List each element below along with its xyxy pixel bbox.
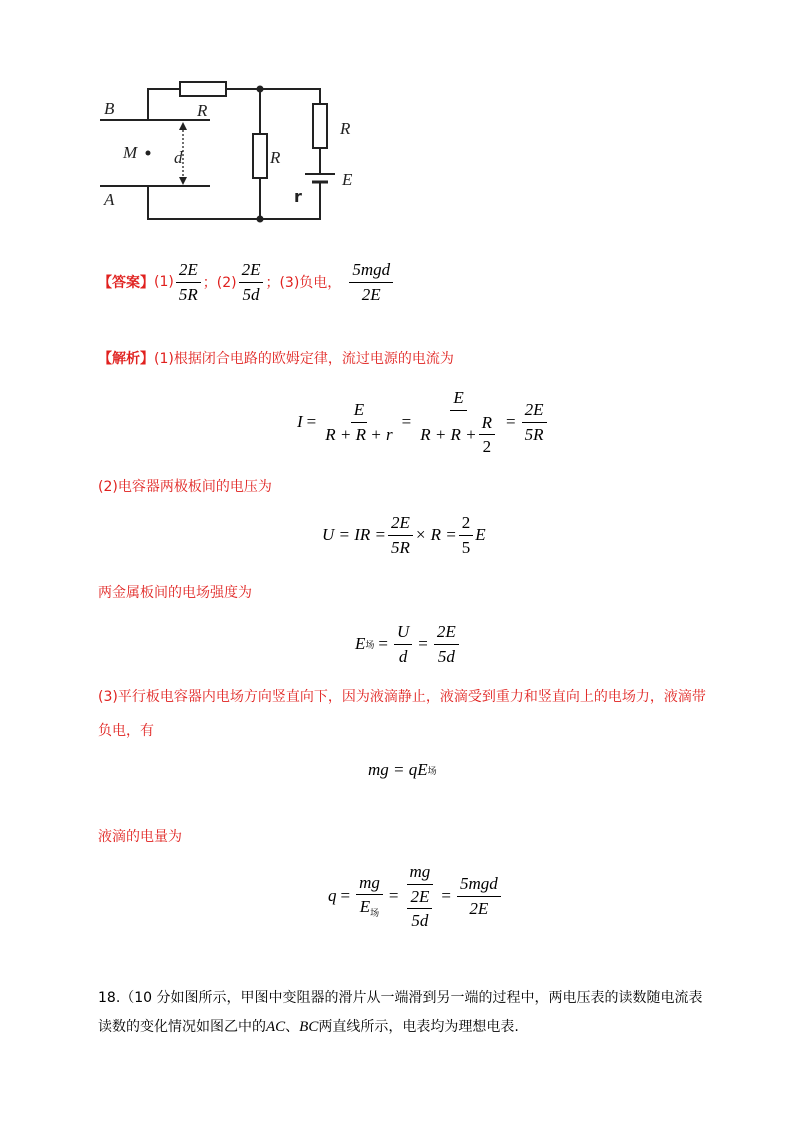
answer-part1-label: (1) bbox=[154, 274, 174, 291]
resistor-middle bbox=[253, 134, 267, 178]
resistor-top bbox=[180, 82, 226, 96]
label-r-internal: r bbox=[294, 187, 302, 206]
analysis-step1-text: (1)根据闭合电路的欧姆定律，流过电源的电流为 bbox=[154, 351, 454, 367]
question18-line1: 18.（10 分如图所示，甲图中变阻器的滑片从一端滑到另一端的过程中，两电压表的读数随电流表 bbox=[98, 990, 703, 1006]
question18-line2: 读数的变化情况如图乙中的AC、BC两直线所示，电表均为理想电表. bbox=[98, 1019, 519, 1035]
equation-balance: mg = qE 场 bbox=[368, 760, 437, 779]
answer-tag: 【答案】 bbox=[98, 275, 154, 292]
answer-separator-2: ；(3)负电， bbox=[265, 275, 342, 292]
analysis-step3b-text: 液滴的电量为 bbox=[98, 829, 182, 845]
equation-charge: q = $\frac{mg}{E_场}$ = $\frac{mg}{\frac{2E}{5d}}$ = $\frac{\text{5mgd}}{2E}$ bbox=[328, 862, 503, 931]
circuit-diagram bbox=[90, 70, 380, 245]
answer-separator-1: ；(2) bbox=[202, 275, 237, 292]
analysis-step2-text: (2)电容器两极板间的电压为 bbox=[98, 479, 272, 495]
analysis-step3-line2: 负电，有 bbox=[98, 723, 154, 739]
junction-top bbox=[257, 86, 264, 93]
point-m bbox=[146, 151, 151, 156]
answer-fraction-1: $\frac{2E}{5R}$ bbox=[176, 260, 201, 304]
label-e: E bbox=[342, 170, 353, 189]
resistor-right bbox=[313, 104, 327, 148]
label-a: A bbox=[104, 190, 115, 209]
label-m: M bbox=[123, 143, 138, 162]
label-r-middle: R bbox=[270, 148, 281, 167]
label-r-top: R bbox=[197, 101, 208, 120]
analysis-step1 bbox=[98, 348, 454, 368]
answer-fraction-2: $\frac{2E}{5d}$ bbox=[239, 260, 264, 304]
label-r-right: R bbox=[340, 119, 351, 138]
answer-fraction-3: $\frac{\text{5mgd}}{2E}$ bbox=[349, 260, 393, 304]
equation-current: I = $\frac{E}{R + R + r}$ = E R + R + $\frac{R}{2}$ = $\frac{2E}{5R}$ bbox=[297, 388, 549, 457]
analysis-step2b-text: 两金属板间的电场强度为 bbox=[98, 585, 252, 601]
label-b: B bbox=[104, 99, 115, 118]
equation-field: E 场 = $\frac{U}{d}$ = $\frac{2E}{5d}$ bbox=[355, 622, 461, 666]
analysis-tag: 【解析】 bbox=[98, 351, 154, 367]
label-d: d bbox=[174, 148, 183, 167]
equation-voltage: U = IR = $\frac{2E}{5R}$ × R = $\frac{2}{5}$ E bbox=[322, 513, 486, 557]
answer-line bbox=[98, 260, 395, 304]
junction-bottom bbox=[257, 216, 264, 223]
analysis-step3-line1: (3)平行板电容器内电场方向竖直向下，因为液滴静止，液滴受到重力和竖直向上的电场力，液滴带 bbox=[98, 689, 706, 705]
